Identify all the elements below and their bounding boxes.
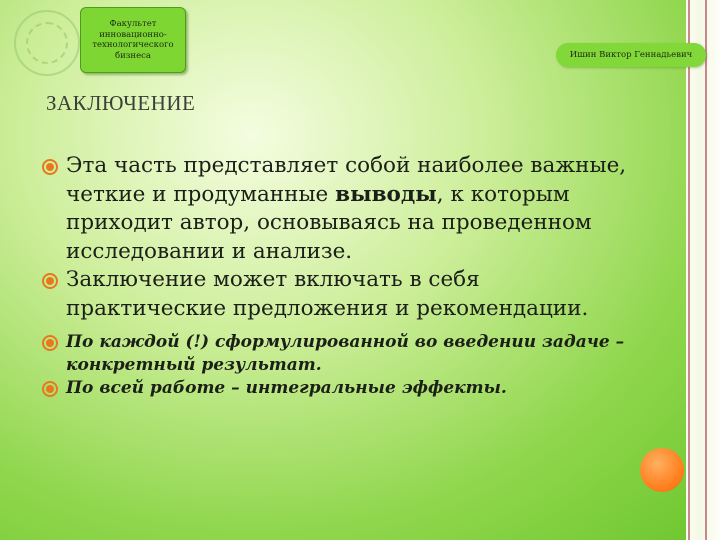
author-name: Ишин Виктор Геннадьевич (569, 50, 693, 60)
bullet-ring-icon (42, 381, 58, 397)
orange-circle-icon (640, 448, 684, 492)
emblem-icon (14, 10, 80, 76)
bullet-ring-icon (42, 273, 58, 289)
faculty-box (80, 7, 186, 73)
bullet-ring-icon (42, 159, 58, 175)
bullet-text: Заключение может включать в себя практические предложения и рекомендации. (66, 267, 589, 321)
bullet-item (42, 152, 642, 266)
bullet-text: , к которым приходит автор, основываясь на проведенном исследовании и анализе. (66, 181, 592, 264)
faculty-label: Факультет инновационно- технологического бизнеса (92, 19, 174, 61)
bullet-text: По всей работе – интегральные эффекты. (66, 378, 507, 398)
bullet-item (42, 331, 642, 377)
author-box (556, 43, 706, 67)
right-margin-band (686, 0, 720, 540)
bullet-item (42, 377, 642, 400)
bullet-list (42, 152, 642, 400)
bullet-emphasis: выводы (335, 181, 437, 207)
bullet-text: По каждой (!) сформулированной во введении задаче – конкретный результат. (66, 332, 625, 375)
bullet-text: Эта часть представляет собой наиболее важные, четкие и продуманные (66, 153, 627, 207)
bullet-ring-icon (42, 335, 58, 351)
slide-title: ЗАКЛЮЧЕНИЕ (46, 91, 196, 115)
margin-line (688, 0, 690, 540)
margin-line (705, 0, 707, 540)
bullet-item (42, 266, 642, 323)
